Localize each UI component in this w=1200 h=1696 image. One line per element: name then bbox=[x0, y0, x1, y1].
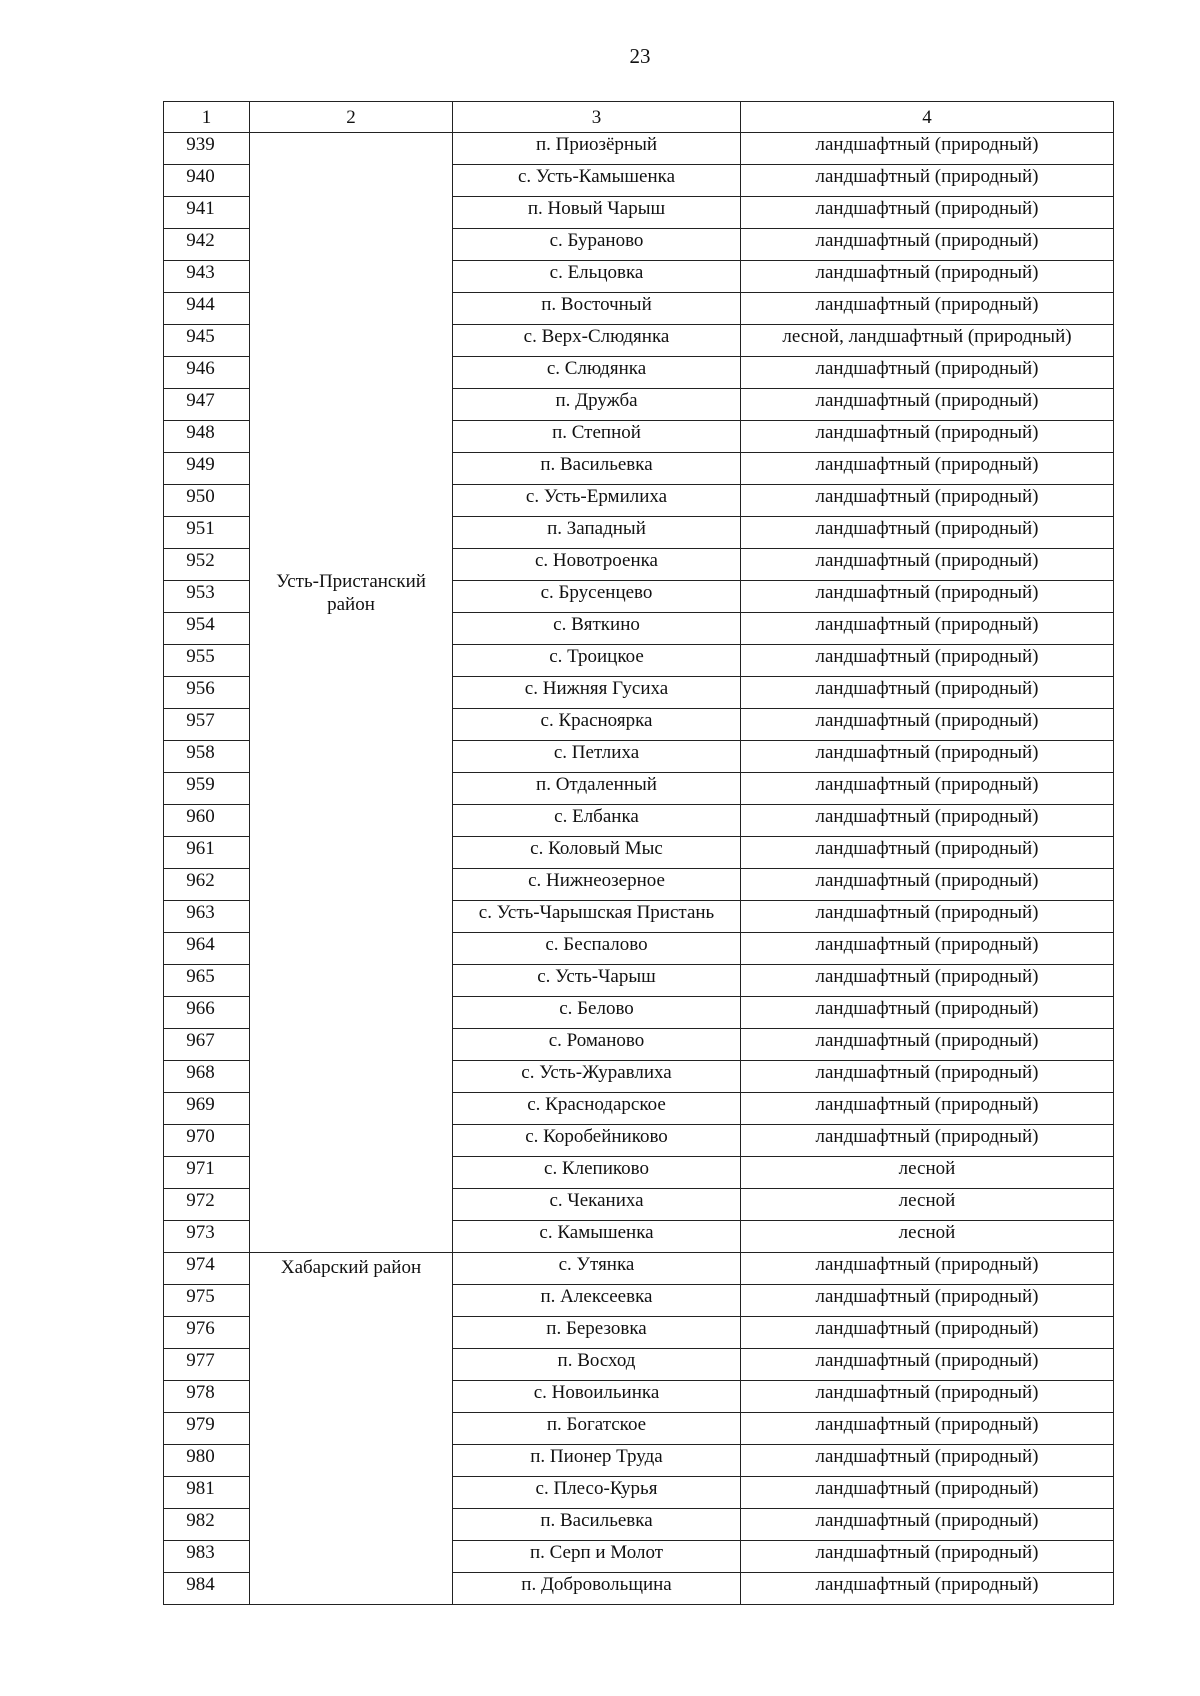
row-number: 978 bbox=[164, 1381, 250, 1413]
zone-type: ландшафтный (природный) bbox=[741, 1317, 1114, 1349]
row-number: 975 bbox=[164, 1285, 250, 1317]
row-number: 973 bbox=[164, 1221, 250, 1253]
settlement-name: п. Отдаленный bbox=[453, 773, 741, 805]
zone-type: лесной, ландшафтный (природный) bbox=[741, 325, 1114, 357]
zone-type: ландшафтный (природный) bbox=[741, 197, 1114, 229]
row-number: 947 bbox=[164, 389, 250, 421]
row-number: 958 bbox=[164, 741, 250, 773]
row-number: 956 bbox=[164, 677, 250, 709]
settlement-name: с. Беспалово bbox=[453, 933, 741, 965]
settlement-name: п. Дружба bbox=[453, 389, 741, 421]
row-number: 960 bbox=[164, 805, 250, 837]
zone-type: ландшафтный (природный) bbox=[741, 1285, 1114, 1317]
settlement-name: с. Усть-Журавлиха bbox=[453, 1061, 741, 1093]
zone-type: ландшафтный (природный) bbox=[741, 453, 1114, 485]
zone-type: ландшафтный (природный) bbox=[741, 869, 1114, 901]
settlements-table bbox=[163, 101, 1114, 1605]
zone-type: лесной bbox=[741, 1157, 1114, 1189]
settlement-name: с. Елбанка bbox=[453, 805, 741, 837]
zone-type: ландшафтный (природный) bbox=[741, 1381, 1114, 1413]
zone-type: ландшафтный (природный) bbox=[741, 229, 1114, 261]
zone-type: ландшафтный (природный) bbox=[741, 1413, 1114, 1445]
zone-type: ландшафтный (природный) bbox=[741, 677, 1114, 709]
zone-type: ландшафтный (природный) bbox=[741, 1253, 1114, 1285]
zone-type: ландшафтный (природный) bbox=[741, 613, 1114, 645]
row-number: 971 bbox=[164, 1157, 250, 1189]
table-row bbox=[164, 1253, 1114, 1285]
zone-type: лесной bbox=[741, 1221, 1114, 1253]
zone-type: ландшафтный (природный) bbox=[741, 293, 1114, 325]
settlement-name: с. Усть-Чарышская Пристань bbox=[453, 901, 741, 933]
row-number: 966 bbox=[164, 997, 250, 1029]
settlement-name: с. Краснодарское bbox=[453, 1093, 741, 1125]
row-number: 983 bbox=[164, 1541, 250, 1573]
column-header-4: 4 bbox=[741, 102, 1114, 133]
row-number: 954 bbox=[164, 613, 250, 645]
row-number: 976 bbox=[164, 1317, 250, 1349]
row-number: 942 bbox=[164, 229, 250, 261]
row-number: 965 bbox=[164, 965, 250, 997]
column-header-1: 1 bbox=[164, 102, 250, 133]
row-number: 982 bbox=[164, 1509, 250, 1541]
row-number: 949 bbox=[164, 453, 250, 485]
zone-type: ландшафтный (природный) bbox=[741, 709, 1114, 741]
settlement-name: п. Восточный bbox=[453, 293, 741, 325]
row-number: 964 bbox=[164, 933, 250, 965]
settlement-name: с. Новотроенка bbox=[453, 549, 741, 581]
settlement-name: с. Петлиха bbox=[453, 741, 741, 773]
settlement-name: с. Клепиково bbox=[453, 1157, 741, 1189]
row-number: 953 bbox=[164, 581, 250, 613]
settlement-name: с. Нижняя Гусиха bbox=[453, 677, 741, 709]
zone-type: ландшафтный (природный) bbox=[741, 549, 1114, 581]
zone-type: ландшафтный (природный) bbox=[741, 1061, 1114, 1093]
settlement-name: с. Утянка bbox=[453, 1253, 741, 1285]
settlement-name: п. Восход bbox=[453, 1349, 741, 1381]
settlement-name: с. Брусенцево bbox=[453, 581, 741, 613]
row-number: 967 bbox=[164, 1029, 250, 1061]
zone-type: ландшафтный (природный) bbox=[741, 357, 1114, 389]
row-number: 952 bbox=[164, 549, 250, 581]
district-name: Усть-Пристанский район bbox=[276, 571, 426, 615]
zone-type: ландшафтный (природный) bbox=[741, 1573, 1114, 1605]
settlement-name: с. Верх-Слюдянка bbox=[453, 325, 741, 357]
zone-type: ландшафтный (природный) bbox=[741, 773, 1114, 805]
row-number: 940 bbox=[164, 165, 250, 197]
table-row bbox=[164, 133, 1114, 165]
row-number: 969 bbox=[164, 1093, 250, 1125]
zone-type: ландшафтный (природный) bbox=[741, 645, 1114, 677]
row-number: 951 bbox=[164, 517, 250, 549]
zone-type: ландшафтный (природный) bbox=[741, 165, 1114, 197]
settlement-name: с. Троицкое bbox=[453, 645, 741, 677]
settlement-name: с. Белово bbox=[453, 997, 741, 1029]
row-number: 979 bbox=[164, 1413, 250, 1445]
row-number: 957 bbox=[164, 709, 250, 741]
zone-type: лесной bbox=[741, 1189, 1114, 1221]
zone-type: ландшафтный (природный) bbox=[741, 1477, 1114, 1509]
settlement-name: с. Усть-Камышенка bbox=[453, 165, 741, 197]
row-number: 974 bbox=[164, 1253, 250, 1285]
zone-type: ландшафтный (природный) bbox=[741, 389, 1114, 421]
settlement-name: п. Серп и Молот bbox=[453, 1541, 741, 1573]
zone-type: ландшафтный (природный) bbox=[741, 261, 1114, 293]
row-number: 977 bbox=[164, 1349, 250, 1381]
settlement-name: с. Плесо-Курья bbox=[453, 1477, 741, 1509]
row-number: 980 bbox=[164, 1445, 250, 1477]
zone-type: ландшафтный (природный) bbox=[741, 805, 1114, 837]
zone-type: ландшафтный (природный) bbox=[741, 1125, 1114, 1157]
settlement-name: п. Васильевка bbox=[453, 453, 741, 485]
settlement-name: с. Нижнеозерное bbox=[453, 869, 741, 901]
district-cell bbox=[250, 133, 453, 1253]
row-number: 948 bbox=[164, 421, 250, 453]
row-number: 943 bbox=[164, 261, 250, 293]
settlement-name: п. Богатское bbox=[453, 1413, 741, 1445]
table-body bbox=[164, 133, 1114, 1605]
row-number: 944 bbox=[164, 293, 250, 325]
row-number: 963 bbox=[164, 901, 250, 933]
settlement-name: с. Коробейниково bbox=[453, 1125, 741, 1157]
row-number: 962 bbox=[164, 869, 250, 901]
row-number: 972 bbox=[164, 1189, 250, 1221]
row-number: 961 bbox=[164, 837, 250, 869]
row-number: 959 bbox=[164, 773, 250, 805]
settlement-name: с. Чеканиха bbox=[453, 1189, 741, 1221]
settlement-name: с. Новоильинка bbox=[453, 1381, 741, 1413]
column-header-3: 3 bbox=[453, 102, 741, 133]
zone-type: ландшафтный (природный) bbox=[741, 1509, 1114, 1541]
row-number: 981 bbox=[164, 1477, 250, 1509]
settlement-name: п. Новый Чарыш bbox=[453, 197, 741, 229]
zone-type: ландшафтный (природный) bbox=[741, 581, 1114, 613]
page-number: 23 bbox=[629, 44, 651, 68]
row-number: 950 bbox=[164, 485, 250, 517]
district-cell bbox=[250, 1253, 453, 1605]
district-name: Хабарский район bbox=[280, 1257, 422, 1278]
zone-type: ландшафтный (природный) bbox=[741, 1029, 1114, 1061]
zone-type: ландшафтный (природный) bbox=[741, 485, 1114, 517]
settlement-name: п. Березовка bbox=[453, 1317, 741, 1349]
zone-type: ландшафтный (природный) bbox=[741, 421, 1114, 453]
zone-type: ландшафтный (природный) bbox=[741, 1349, 1114, 1381]
zone-type: ландшафтный (природный) bbox=[741, 1445, 1114, 1477]
settlement-name: с. Слюдянка bbox=[453, 357, 741, 389]
settlement-name: п. Западный bbox=[453, 517, 741, 549]
zone-type: ландшафтный (природный) bbox=[741, 517, 1114, 549]
column-number-row bbox=[164, 102, 1114, 133]
settlement-name: с. Коловый Мыс bbox=[453, 837, 741, 869]
row-number: 955 bbox=[164, 645, 250, 677]
column-header-2: 2 bbox=[250, 102, 453, 133]
settlement-name: с. Бураново bbox=[453, 229, 741, 261]
settlement-name: с. Усть-Ермилиха bbox=[453, 485, 741, 517]
row-number: 939 bbox=[164, 133, 250, 165]
zone-type: ландшафтный (природный) bbox=[741, 741, 1114, 773]
row-number: 970 bbox=[164, 1125, 250, 1157]
settlement-name: с. Романово bbox=[453, 1029, 741, 1061]
zone-type: ландшафтный (природный) bbox=[741, 997, 1114, 1029]
row-number: 946 bbox=[164, 357, 250, 389]
zone-type: ландшафтный (природный) bbox=[741, 965, 1114, 997]
zone-type: ландшафтный (природный) bbox=[741, 901, 1114, 933]
zone-type: ландшафтный (природный) bbox=[741, 1093, 1114, 1125]
settlement-name: с. Вяткино bbox=[453, 613, 741, 645]
row-number: 945 bbox=[164, 325, 250, 357]
zone-type: ландшафтный (природный) bbox=[741, 933, 1114, 965]
row-number: 941 bbox=[164, 197, 250, 229]
settlement-name: п. Степной bbox=[453, 421, 741, 453]
settlement-name: п. Приозёрный bbox=[453, 133, 741, 165]
settlement-name: с. Ельцовка bbox=[453, 261, 741, 293]
settlement-name: с. Камышенка bbox=[453, 1221, 741, 1253]
zone-type: ландшафтный (природный) bbox=[741, 837, 1114, 869]
zone-type: ландшафтный (природный) bbox=[741, 133, 1114, 165]
row-number: 968 bbox=[164, 1061, 250, 1093]
settlement-name: с. Усть-Чарыш bbox=[453, 965, 741, 997]
settlement-name: п. Алексеевка bbox=[453, 1285, 741, 1317]
settlement-name: с. Красноярка bbox=[453, 709, 741, 741]
row-number: 984 bbox=[164, 1573, 250, 1605]
settlement-name: п. Добровольщина bbox=[453, 1573, 741, 1605]
settlement-name: п. Пионер Труда bbox=[453, 1445, 741, 1477]
settlement-name: п. Васильевка bbox=[453, 1509, 741, 1541]
zone-type: ландшафтный (природный) bbox=[741, 1541, 1114, 1573]
